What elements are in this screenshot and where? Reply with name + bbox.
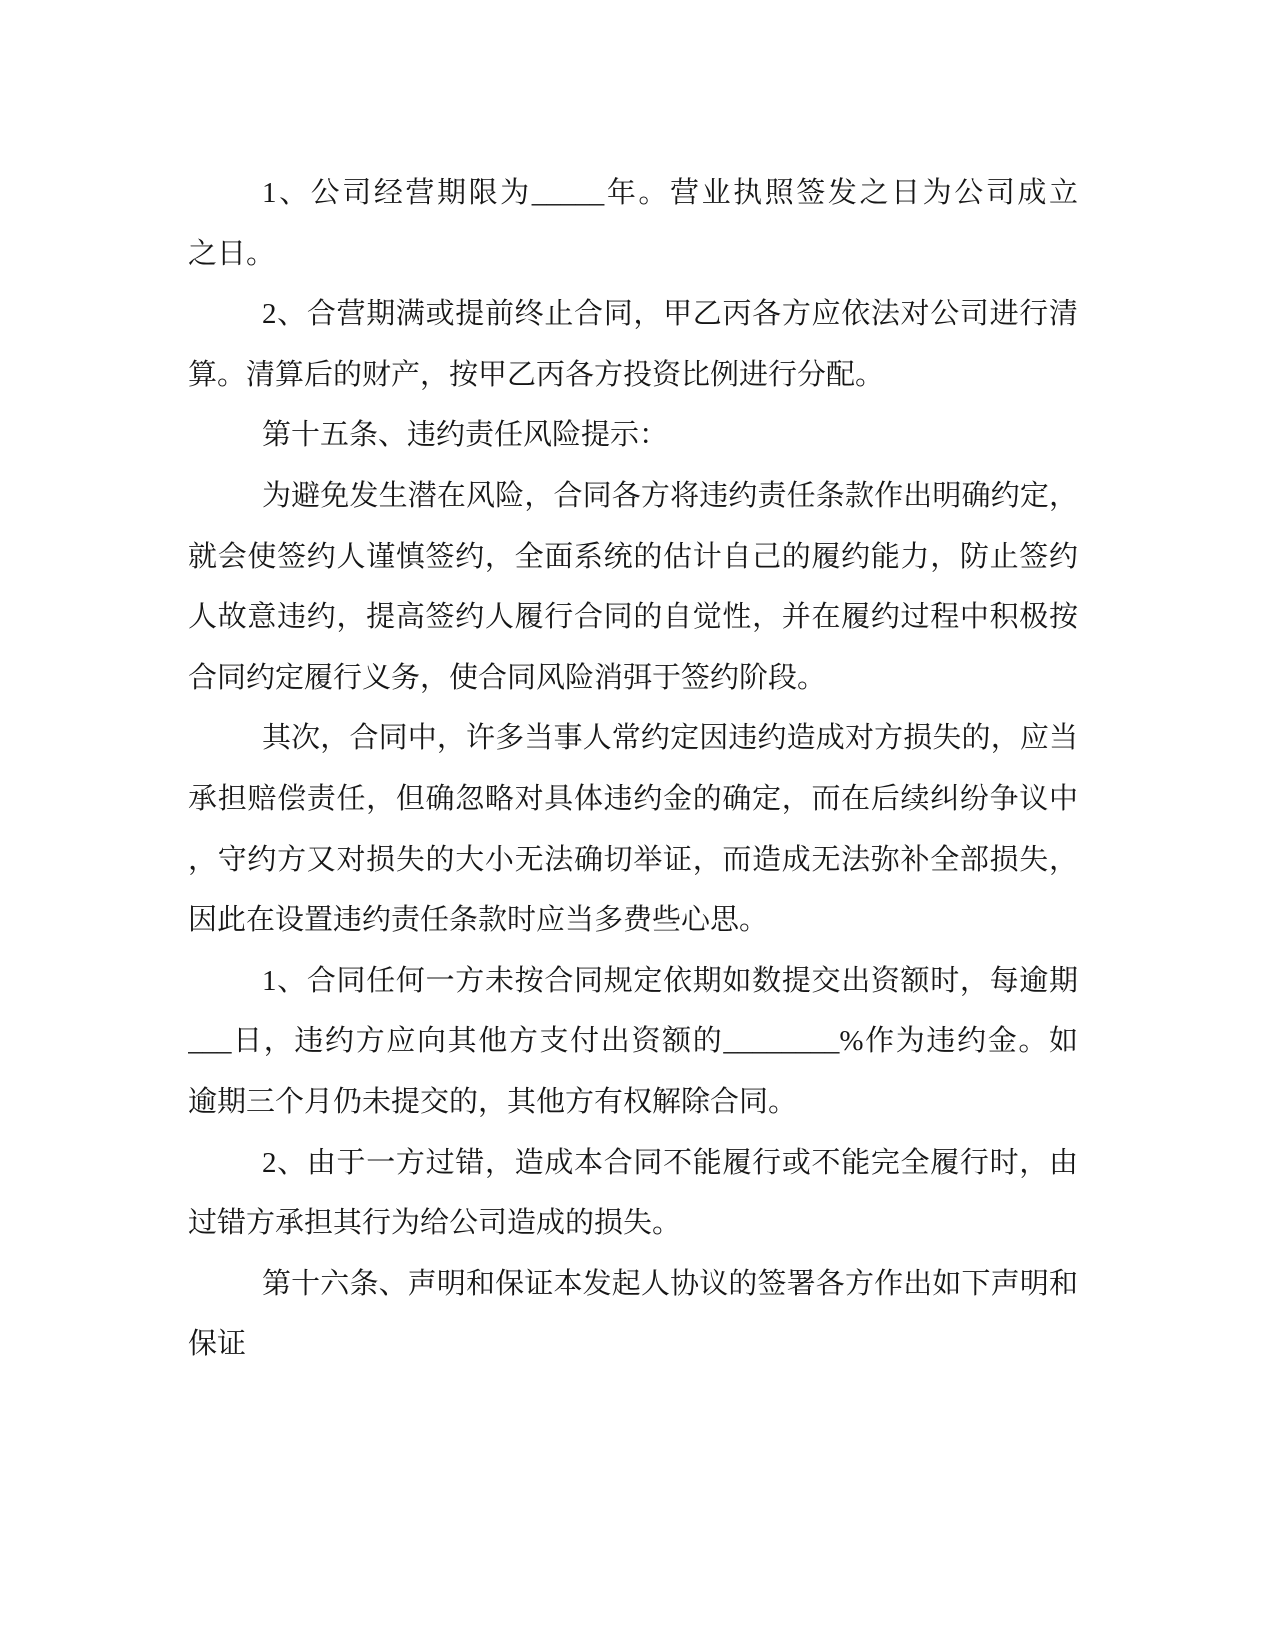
- paragraph: [188, 1133, 1078, 1254]
- text-line: 算。清算后的财产，按甲乙丙各方投资比例进行分配。: [188, 358, 885, 391]
- text-line: 之日。: [188, 237, 276, 270]
- text-line: ，守约方又对损失的大小无法确切举证，而造成无法弥补全部损失，: [188, 843, 1078, 876]
- text-line: 2、合营期满或提前终止合同，甲乙丙各方应依法对公司进行清: [262, 298, 1078, 331]
- text-line: 第十五条、违约责任风险提示：: [262, 419, 669, 452]
- text-line: 2、由于一方过错，造成本合同不能履行或不能完全履行时，由: [262, 1146, 1078, 1179]
- paragraph: [188, 951, 1078, 1133]
- document-body: [188, 163, 1078, 1375]
- text-line: 因此在设置违约责任条款时应当多费些心思。: [188, 904, 769, 937]
- text-line: 为避免发生潜在风险，合同各方将违约责任条款作出明确约定，: [262, 479, 1078, 512]
- text-line: 其次，合同中，许多当事人常约定因违约造成对方损失的，应当: [262, 722, 1078, 755]
- text-line: 1、公司经营期限为_____年。营业执照签发之日为公司成立: [262, 177, 1078, 209]
- text-line: 第十六条、声明和保证本发起人协议的签署各方作出如下声明和: [262, 1267, 1078, 1300]
- text-line: 合同约定履行义务，使合同风险消弭于签约阶段。: [188, 661, 827, 694]
- paragraph: [188, 708, 1078, 950]
- text-line: 人故意违约，提高签约人履行合同的自觉性，并在履约过程中积极按: [188, 601, 1078, 634]
- paragraph: [188, 405, 1078, 466]
- text-line: 逾期三个月仍未提交的，其他方有权解除合同。: [188, 1085, 798, 1118]
- paragraph: [188, 163, 1078, 284]
- text-line: ___日，违约方应向其他方支付出资额的________%作为违约金。如: [188, 1025, 1078, 1058]
- text-line: 1、合同任何一方未按合同规定依期如数提交出资额时，每逾期: [262, 964, 1078, 997]
- text-line: 保证: [188, 1328, 247, 1361]
- paragraph: [188, 466, 1078, 708]
- text-line: 承担赔偿责任，但确忽略对具体违约金的确定，而在后续纠纷争议中: [188, 782, 1078, 815]
- paragraph: [188, 284, 1078, 405]
- text-line: 就会使签约人谨慎签约，全面系统的估计自己的履约能力，防止签约: [188, 540, 1078, 573]
- text-line: 过错方承担其行为给公司造成的损失。: [188, 1207, 682, 1240]
- paragraph: [188, 1254, 1078, 1375]
